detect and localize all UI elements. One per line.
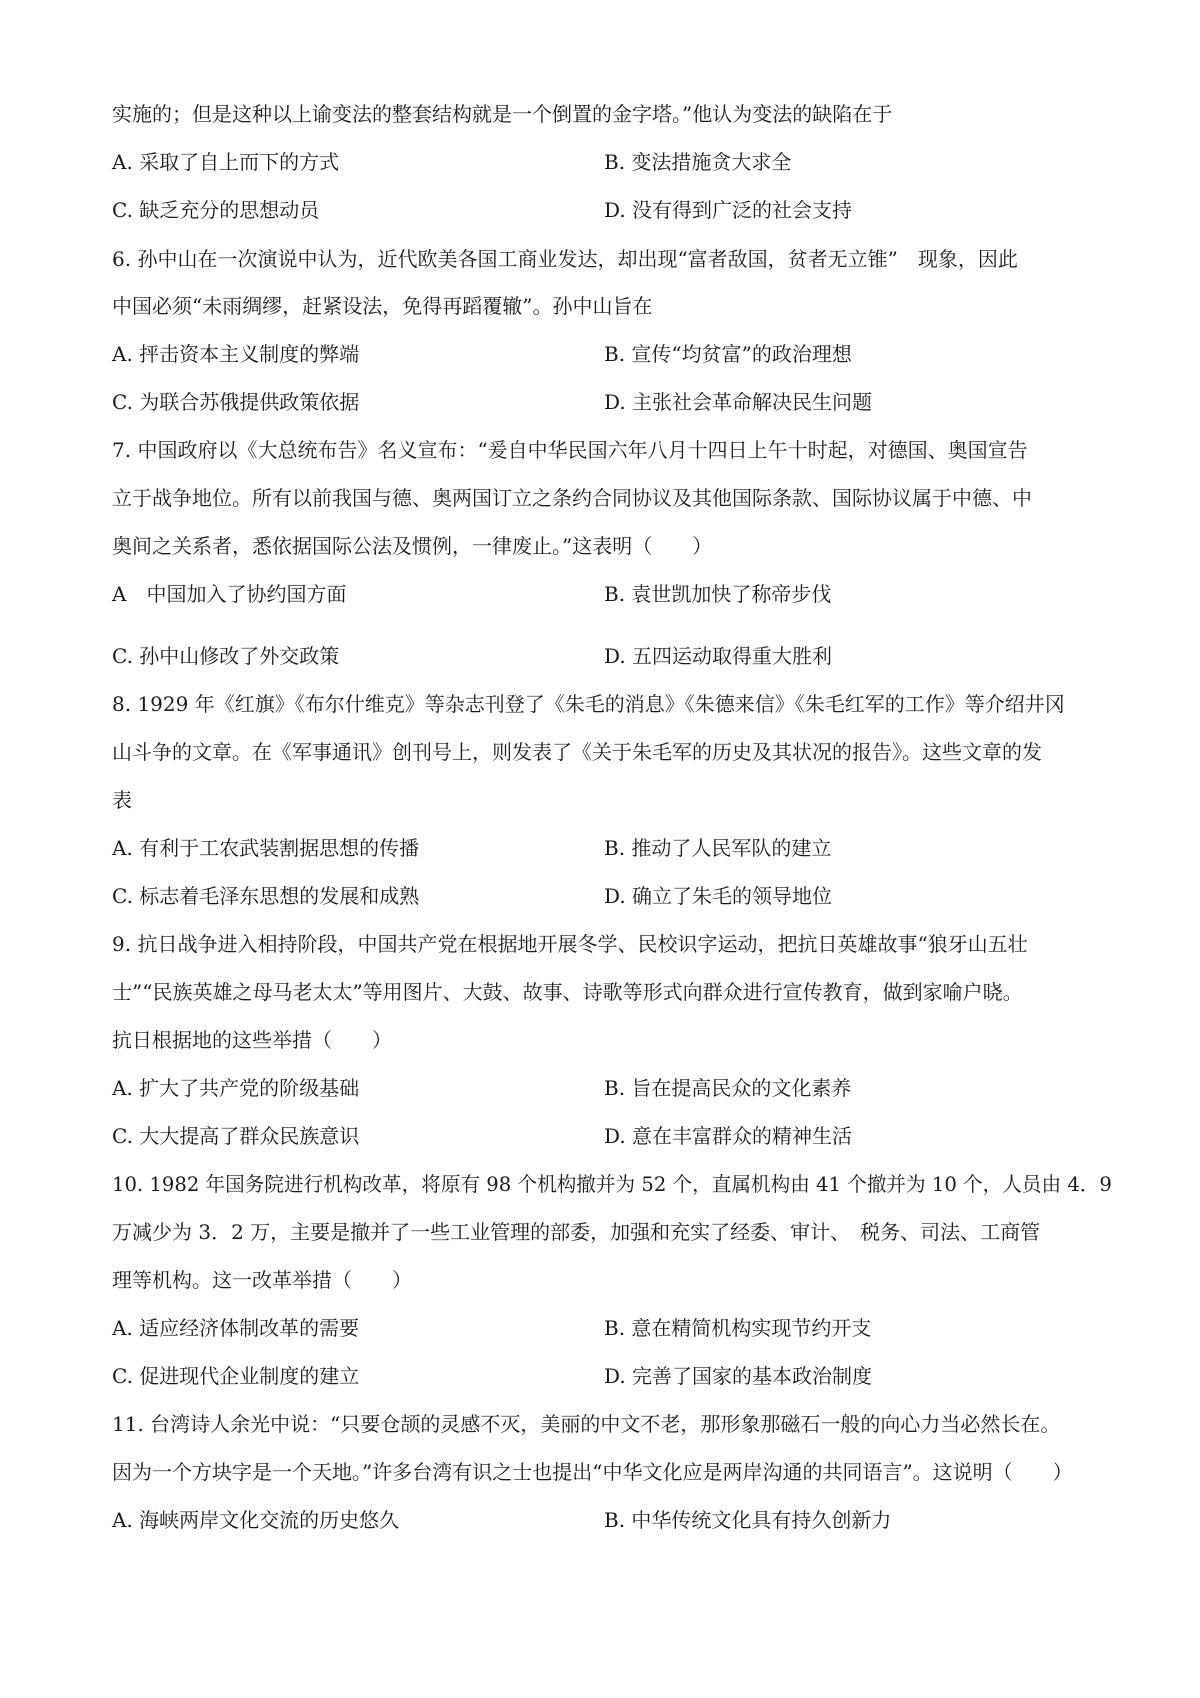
q9-option-c: C. 大大提高了群众民族意识 <box>112 1124 360 1148</box>
q9-stem-line-2: 士”“民族英雄之母马老太太”等用图片、大鼓、故事、诗歌等形式向群众进行宣传教育，做到家喻户晓。 <box>112 980 1023 1004</box>
q6-option-b: B. 宣传“均贫富”的政治理想 <box>604 342 852 366</box>
q6-stem-line-2: 中国必须“未雨绸缪，赶紧设法，免得再蹈覆辙”。孙中山旨在 <box>112 294 653 318</box>
q10-option-b: B. 意在精简机构实现节约开支 <box>604 1316 872 1340</box>
q9-option-b: B. 旨在提高民众的文化素养 <box>604 1076 852 1100</box>
q8-option-d: D. 确立了朱毛的领导地位 <box>604 884 833 908</box>
q9-stem-line-3: 抗日根据地的这些举措（ ） <box>112 1028 392 1052</box>
q10-stem-line-3: 理等机构。这一改革举措（ ） <box>112 1268 412 1292</box>
q7-stem-line-1: 7. 中国政府以《大总统布告》名义宣布：“爰自中华民国六年八月十四日上午十时起，对德国、奥国宣告 <box>112 438 1028 462</box>
q8-option-c: C. 标志着毛泽东思想的发展和成熟 <box>112 884 420 908</box>
q6-option-a: A. 抨击资本主义制度的弊端 <box>112 342 360 366</box>
q10-stem-line-1: 10. 1982 年国务院进行机构改革，将原有 98 个机构撤并为 52 个，直属机构由 41 个撤并为 10 个，人员由 4．9 <box>112 1172 1112 1196</box>
q8-stem-line-1: 8. 1929 年《红旗》《布尔什维克》等杂志刊登了《朱毛的消息》《朱德来信》《朱毛红军的工作》等介绍井冈 <box>112 692 1065 716</box>
q6-option-d: D. 主张社会革命解决民生问题 <box>604 390 873 414</box>
q5-option-a: A. 采取了自上而下的方式 <box>112 150 340 174</box>
q9-stem-line-1: 9. 抗日战争进入相持阶段，中国共产党在根据地开展冬学、民校识字运动，把抗日英雄故事“狼牙山五壮 <box>112 932 1028 956</box>
q7-option-b: B. 袁世凯加快了称帝步伐 <box>604 582 832 606</box>
q7-stem-line-2: 立于战争地位。所有以前我国与德、奥两国订立之条约合同协议及其他国际条款、国际协议属于中德、中 <box>112 486 1032 510</box>
q10-option-d: D. 完善了国家的基本政治制度 <box>604 1364 873 1388</box>
q10-stem-line-2: 万减少为 3．2 万，主要是撤并了一些工业管理的部委，加强和充实了经委、审计、 税务、司法、工商管 <box>112 1220 1041 1244</box>
q11-stem-line-2: 因为一个方块字是一个天地。”许多台湾有识之士也提出“中华文化应是两岸沟通的共同语言”。这说明（ ） <box>112 1460 1073 1484</box>
q7-option-a: A 中国加入了协约国方面 <box>112 582 347 606</box>
q11-option-a: A. 海峡两岸文化交流的历史悠久 <box>112 1508 400 1532</box>
q8-stem-line-3: 表 <box>112 788 132 812</box>
q6-stem-line-1: 6. 孙中山在一次演说中认为，近代欧美各国工商业发达，却出现“富者敌国，贫者无立锥” 现象，因此 <box>112 247 1018 271</box>
q5-stem-line-1: 实施的；但是这种以上谕变法的整套结构就是一个倒置的金字塔。”他认为变法的缺陷在于 <box>112 102 893 126</box>
q11-stem-line-1: 11. 台湾诗人余光中说：“只要仓颉的灵感不灭，美丽的中文不老，那形象那磁石一般的向心力当必然长在。 <box>112 1412 1061 1436</box>
q9-option-d: D. 意在丰富群众的精神生活 <box>604 1124 853 1148</box>
q6-option-c: C. 为联合苏俄提供政策依据 <box>112 390 360 414</box>
q9-option-a: A. 扩大了共产党的阶级基础 <box>112 1076 360 1100</box>
q7-option-c: C. 孙中山修改了外交政策 <box>112 644 340 668</box>
q7-option-d: D. 五四运动取得重大胜利 <box>604 644 833 668</box>
q8-stem-line-2: 山斗争的文章。在《军事通讯》创刊号上，则发表了《关于朱毛军的历史及其状况的报告》。这些文章的发 <box>112 740 1042 764</box>
q5-option-c: C. 缺乏充分的思想动员 <box>112 198 320 222</box>
q11-option-b: B. 中华传统文化具有持久创新力 <box>604 1508 892 1532</box>
q8-option-b: B. 推动了人民军队的建立 <box>604 836 832 860</box>
q7-stem-line-3: 奥间之关系者，悉依据国际公法及惯例，一律废止。”这表明（ ） <box>112 534 713 558</box>
q5-option-b: B. 变法措施贪大求全 <box>604 150 792 174</box>
q5-option-d: D. 没有得到广泛的社会支持 <box>604 198 853 222</box>
q10-option-c: C. 促进现代企业制度的建立 <box>112 1364 360 1388</box>
q10-option-a: A. 适应经济体制改革的需要 <box>112 1316 360 1340</box>
q8-option-a: A. 有利于工农武装割据思想的传播 <box>112 836 420 860</box>
